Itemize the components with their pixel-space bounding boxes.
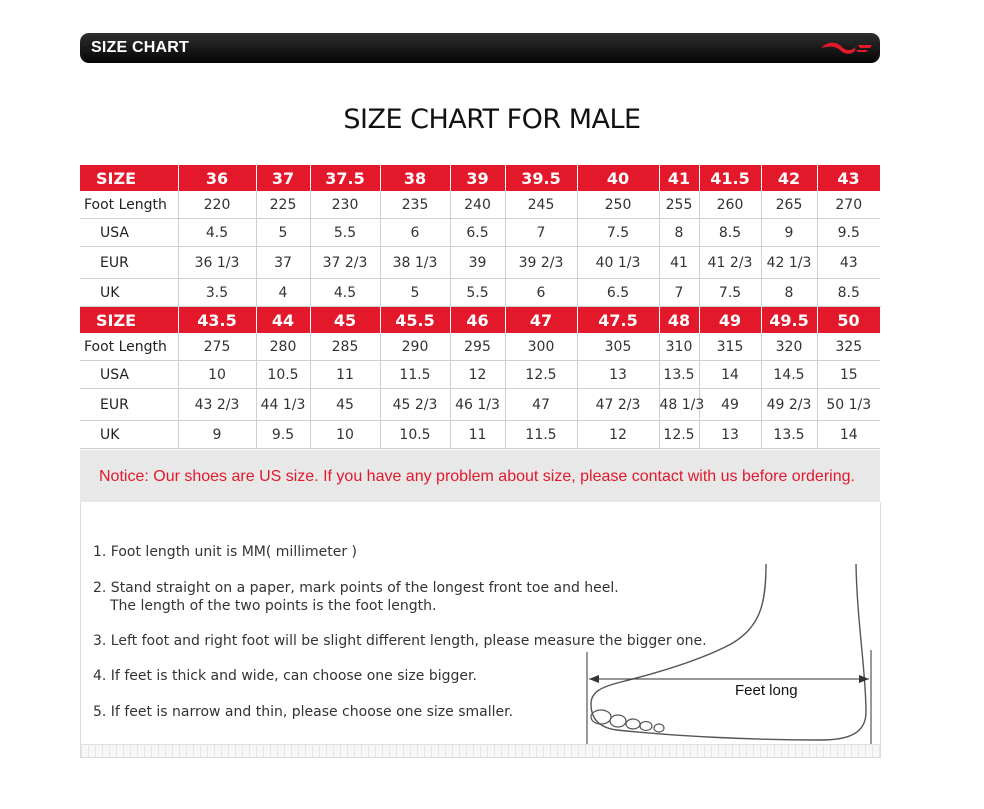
size-header-cell: 37 — [256, 165, 310, 191]
table-cell: 6.5 — [450, 219, 505, 247]
size-header-cell: 41 — [659, 165, 699, 191]
guide-step-3: 3. Left foot and right foot will be slight different length, please measure the bigger one. — [93, 633, 707, 649]
table-cell: 7 — [659, 279, 699, 307]
size-header-cell: 39.5 — [505, 165, 577, 191]
table-cell: 12 — [450, 361, 505, 389]
table-cell: 5 — [380, 279, 450, 307]
size-header-row — [80, 165, 880, 191]
notice-text: Notice: Our shoes are US size. If you have any problem about size, please contact with us before ordering. — [99, 468, 855, 485]
size-header-cell: 45 — [310, 307, 380, 334]
table-cell: 5 — [256, 219, 310, 247]
table-cell: 8 — [659, 219, 699, 247]
table-cell: 295 — [450, 333, 505, 361]
table-cell: 4.5 — [178, 219, 256, 247]
size-header-cell: 43 — [817, 165, 880, 191]
size-header-cell: 39 — [450, 165, 505, 191]
table-cell: 315 — [699, 333, 761, 361]
row-label: USA — [80, 361, 178, 389]
table-cell: 37 — [256, 247, 310, 279]
size-header-cell: 47.5 — [577, 307, 659, 334]
table-cell: 325 — [817, 333, 880, 361]
table-cell: 45 2/3 — [380, 389, 450, 421]
guide-step-1: 1. Foot length unit is MM( millimeter ) — [93, 544, 358, 560]
table-cell: 285 — [310, 333, 380, 361]
table-cell: 10.5 — [380, 421, 450, 449]
table-cell: 41 — [659, 247, 699, 279]
table-row — [80, 421, 880, 449]
header-banner — [80, 33, 880, 63]
table-cell: 240 — [450, 191, 505, 219]
table-cell: 10 — [178, 361, 256, 389]
table-cell: 47 — [505, 389, 577, 421]
table-cell: 47 2/3 — [577, 389, 659, 421]
row-label: UK — [80, 279, 178, 307]
table-cell: 50 1/3 — [817, 389, 880, 421]
table-cell: 11.5 — [380, 361, 450, 389]
size-header-cell: 47 — [505, 307, 577, 334]
table-cell: 6.5 — [577, 279, 659, 307]
table-cell: 275 — [178, 333, 256, 361]
table-cell: 43 — [817, 247, 880, 279]
table-row — [80, 247, 880, 279]
table-cell: 260 — [699, 191, 761, 219]
table-row — [80, 333, 880, 361]
table-cell: 15 — [817, 361, 880, 389]
table-row — [80, 389, 880, 421]
table-cell: 14 — [699, 361, 761, 389]
size-header-label: SIZE — [80, 307, 178, 334]
table-row — [80, 361, 880, 389]
table-cell: 13 — [577, 361, 659, 389]
table-cell: 3.5 — [178, 279, 256, 307]
size-header-cell: 48 — [659, 307, 699, 334]
row-label: Foot Length — [80, 191, 178, 219]
size-header-cell: 49 — [699, 307, 761, 334]
table-cell: 8 — [761, 279, 817, 307]
table-cell: 270 — [817, 191, 880, 219]
row-label: UK — [80, 421, 178, 449]
table-cell: 9 — [178, 421, 256, 449]
table-cell: 235 — [380, 191, 450, 219]
size-header-cell: 41.5 — [699, 165, 761, 191]
table-cell: 7.5 — [699, 279, 761, 307]
size-table — [80, 165, 881, 449]
table-cell: 280 — [256, 333, 310, 361]
table-cell: 310 — [659, 333, 699, 361]
table-cell: 245 — [505, 191, 577, 219]
table-cell: 40 1/3 — [577, 247, 659, 279]
table-cell: 49 — [699, 389, 761, 421]
size-header-cell: 44 — [256, 307, 310, 334]
table-cell: 305 — [577, 333, 659, 361]
row-label: EUR — [80, 389, 178, 421]
table-cell: 9.5 — [256, 421, 310, 449]
table-cell: 38 1/3 — [380, 247, 450, 279]
table-cell: 320 — [761, 333, 817, 361]
table-cell: 12 — [577, 421, 659, 449]
table-cell: 43 2/3 — [178, 389, 256, 421]
table-cell: 220 — [178, 191, 256, 219]
table-cell: 37 2/3 — [310, 247, 380, 279]
floor-strip — [81, 744, 880, 757]
feet-long-label: Feet long — [731, 682, 802, 699]
table-cell: 230 — [310, 191, 380, 219]
table-cell: 12.5 — [659, 421, 699, 449]
notice-box — [80, 450, 880, 502]
table-cell: 6 — [380, 219, 450, 247]
table-row — [80, 191, 880, 219]
size-header-cell: 46 — [450, 307, 505, 334]
size-header-label: SIZE — [80, 165, 178, 191]
table-cell: 7.5 — [577, 219, 659, 247]
table-cell: 9.5 — [817, 219, 880, 247]
row-label: USA — [80, 219, 178, 247]
size-header-cell: 49.5 — [761, 307, 817, 334]
guide-step-2-cont: The length of the two points is the foot length. — [110, 598, 437, 614]
table-cell: 14.5 — [761, 361, 817, 389]
table-cell: 250 — [577, 191, 659, 219]
size-header-cell: 45.5 — [380, 307, 450, 334]
table-cell: 5.5 — [310, 219, 380, 247]
size-header-cell: 42 — [761, 165, 817, 191]
table-cell: 41 2/3 — [699, 247, 761, 279]
table-cell: 49 2/3 — [761, 389, 817, 421]
table-cell: 4.5 — [310, 279, 380, 307]
table-cell: 7 — [505, 219, 577, 247]
table-cell: 225 — [256, 191, 310, 219]
table-cell: 9 — [761, 219, 817, 247]
foot-diagram-icon — [581, 562, 881, 747]
table-cell: 8.5 — [817, 279, 880, 307]
table-cell: 10 — [310, 421, 380, 449]
size-header-cell: 36 — [178, 165, 256, 191]
size-header-row — [80, 307, 880, 334]
guide-step-4: 4. If feet is thick and wide, can choose one size bigger. — [93, 668, 477, 684]
table-cell: 42 1/3 — [761, 247, 817, 279]
table-cell: 46 1/3 — [450, 389, 505, 421]
size-header-cell: 50 — [817, 307, 880, 334]
table-cell: 11 — [310, 361, 380, 389]
table-cell: 48 1/3 — [659, 389, 699, 421]
table-cell: 12.5 — [505, 361, 577, 389]
table-cell: 14 — [817, 421, 880, 449]
table-cell: 36 1/3 — [178, 247, 256, 279]
table-cell: 11 — [450, 421, 505, 449]
table-cell: 11.5 — [505, 421, 577, 449]
size-header-cell: 40 — [577, 165, 659, 191]
row-label: Foot Length — [80, 333, 178, 361]
table-cell: 13.5 — [761, 421, 817, 449]
table-cell: 265 — [761, 191, 817, 219]
table-cell: 8.5 — [699, 219, 761, 247]
table-cell: 13.5 — [659, 361, 699, 389]
table-cell: 4 — [256, 279, 310, 307]
size-header-cell: 43.5 — [178, 307, 256, 334]
table-row — [80, 219, 880, 247]
table-cell: 39 2/3 — [505, 247, 577, 279]
banner-title: SIZE CHART — [91, 39, 189, 56]
table-cell: 6 — [505, 279, 577, 307]
table-cell: 290 — [380, 333, 450, 361]
table-cell: 300 — [505, 333, 577, 361]
size-header-cell: 38 — [380, 165, 450, 191]
table-cell: 44 1/3 — [256, 389, 310, 421]
table-cell: 39 — [450, 247, 505, 279]
size-header-cell: 37.5 — [310, 165, 380, 191]
guide-step-5: 5. If feet is narrow and thin, please choose one size smaller. — [93, 704, 514, 720]
page-title: SIZE CHART FOR MALE — [343, 104, 641, 135]
guide-step-2: 2. Stand straight on a paper, mark points of the longest front toe and heel. — [93, 580, 619, 596]
row-label: EUR — [80, 247, 178, 279]
table-cell: 45 — [310, 389, 380, 421]
table-cell: 5.5 — [450, 279, 505, 307]
table-row — [80, 279, 880, 307]
table-cell: 10.5 — [256, 361, 310, 389]
table-cell: 255 — [659, 191, 699, 219]
brand-logo-icon — [818, 39, 874, 57]
table-cell: 13 — [699, 421, 761, 449]
measure-guide — [80, 502, 881, 758]
